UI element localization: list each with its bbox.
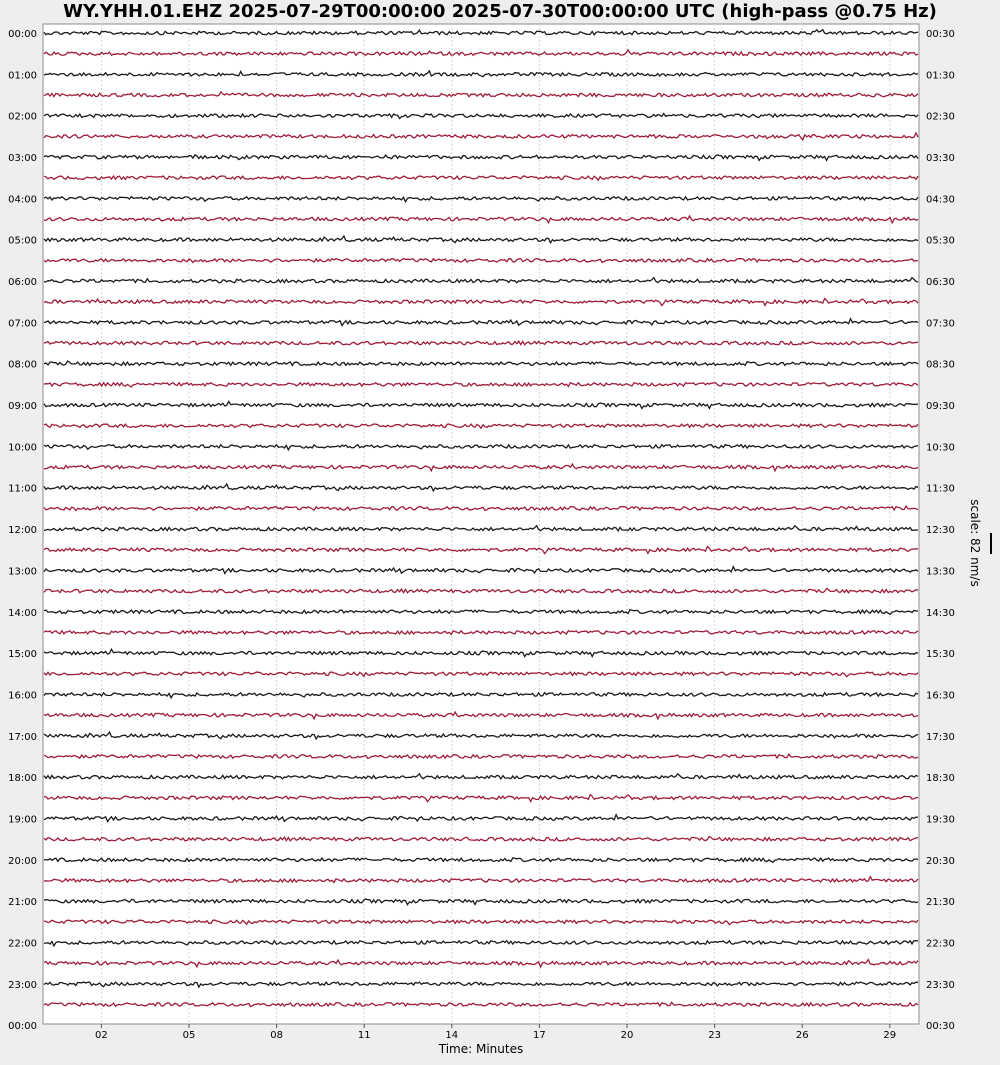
- left-time-label: 11:00: [8, 483, 37, 495]
- x-axis-ticks: [95, 1024, 896, 1041]
- right-time-label: 17:30: [926, 731, 955, 743]
- right-time-label: 19:30: [926, 814, 955, 826]
- x-tick-label: 26: [795, 1030, 809, 1041]
- left-time-label: 06:00: [8, 277, 37, 289]
- right-time-label: 00:30: [926, 1021, 955, 1033]
- x-tick-label: 02: [95, 1030, 108, 1041]
- left-time-label: 00:00: [8, 29, 37, 40]
- right-time-label: 15:30: [926, 649, 955, 661]
- left-time-label: 18:00: [8, 773, 37, 785]
- right-time-label: 08:30: [926, 359, 955, 371]
- left-time-label: 03:00: [8, 153, 37, 165]
- x-tick-label: 23: [708, 1030, 721, 1041]
- left-time-label: 08:00: [8, 359, 37, 371]
- left-time-label: 12:00: [8, 525, 37, 537]
- left-time-label: 07:00: [8, 318, 37, 330]
- right-time-label: 09:30: [926, 401, 955, 413]
- x-tick-label: 20: [620, 1030, 634, 1041]
- right-time-label: 16:30: [926, 690, 955, 702]
- right-time-label: 21:30: [926, 897, 955, 909]
- right-time-label: 06:30: [926, 277, 955, 289]
- left-time-label: 23:00: [8, 979, 37, 991]
- right-time-label: 07:30: [926, 318, 955, 330]
- right-time-label: 13:30: [926, 566, 955, 578]
- left-time-label: 21:00: [8, 897, 37, 909]
- right-time-label: 14:30: [926, 607, 955, 619]
- left-time-label: 13:00: [8, 566, 37, 578]
- x-tick-label: 11: [357, 1030, 371, 1041]
- right-time-labels: [926, 29, 955, 1032]
- chart-title: WY.YHH.01.EHZ 2025-07-29T00:00:00 2025-07-30T00:00:00 UTC (high-pass @0.75 Hz): [63, 1, 937, 22]
- right-time-label: 12:30: [926, 525, 955, 537]
- x-tick-label: 29: [883, 1030, 897, 1041]
- x-tick-label: 17: [533, 1030, 546, 1041]
- left-time-label: 17:00: [8, 731, 37, 743]
- scale-label: scale: 82 nm/s: [968, 499, 982, 587]
- left-time-label: 05:00: [8, 235, 37, 247]
- right-time-label: 20:30: [926, 855, 955, 867]
- left-time-label: 16:00: [8, 690, 37, 702]
- left-time-label: 00:00: [8, 1021, 37, 1033]
- right-time-label: 10:30: [926, 442, 955, 454]
- left-time-label: 15:00: [8, 649, 37, 661]
- right-time-label: 02:30: [926, 111, 955, 123]
- x-tick-label: 08: [270, 1030, 283, 1041]
- x-tick-label: 14: [445, 1030, 459, 1041]
- right-time-label: 05:30: [926, 235, 955, 247]
- left-time-labels: [8, 29, 37, 1032]
- left-time-label: 09:00: [8, 401, 37, 413]
- right-time-label: 03:30: [926, 153, 955, 165]
- right-time-label: 04:30: [926, 194, 955, 206]
- right-time-label: 22:30: [926, 938, 955, 950]
- left-time-label: 14:00: [8, 607, 37, 619]
- left-time-label: 04:00: [8, 194, 37, 206]
- x-axis-label: Time: Minutes: [438, 1042, 524, 1056]
- left-time-label: 02:00: [8, 111, 37, 123]
- x-tick-label: 05: [182, 1030, 196, 1041]
- right-time-label: 00:30: [926, 29, 955, 40]
- right-time-label: 18:30: [926, 773, 955, 785]
- right-time-label: 11:30: [926, 483, 955, 495]
- left-time-label: 22:00: [8, 938, 37, 950]
- left-time-label: 19:00: [8, 814, 37, 826]
- left-time-label: 10:00: [8, 442, 37, 454]
- right-time-label: 01:30: [926, 70, 955, 82]
- left-time-label: 20:00: [8, 855, 37, 867]
- right-time-label: 23:30: [926, 979, 955, 991]
- left-time-label: 01:00: [8, 70, 37, 82]
- plot-area: [43, 24, 919, 1024]
